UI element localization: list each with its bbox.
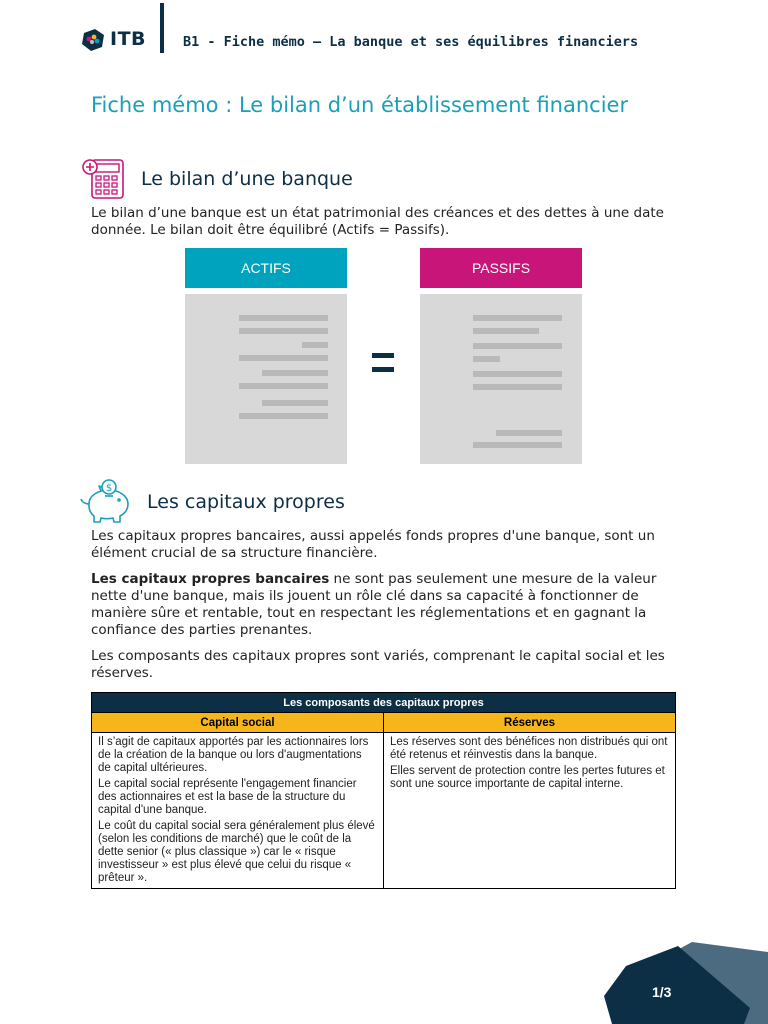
actifs-header bbox=[185, 248, 347, 288]
section-capitaux-heading bbox=[79, 478, 345, 526]
section-bilan-heading bbox=[81, 156, 353, 202]
capitaux-components-table bbox=[91, 692, 676, 889]
capitaux-paragraph-2 bbox=[91, 571, 681, 639]
table-header-capital-social: Capital social bbox=[92, 713, 384, 733]
header-title: B1 - Fiche mémo – La banque et ses équilibres financiers bbox=[183, 34, 639, 50]
table-title: Les composants des capitaux propres bbox=[92, 693, 676, 713]
page-header bbox=[0, 0, 768, 70]
table-title-row bbox=[92, 693, 676, 713]
section-capitaux-title: Les capitaux propres bbox=[147, 491, 345, 513]
bilan-paragraph: Le bilan d’une banque est un état patrimonial des créances et des dettes à une date donnée. Le bilan doit être équilibré (Actifs = Passifs). bbox=[91, 205, 664, 238]
header-divider bbox=[160, 3, 164, 53]
capitaux-paragraph-3: Les composants des capitaux propres sont variés, comprenant le capital social et les réserves. bbox=[91, 648, 665, 681]
footer-decoration bbox=[600, 938, 768, 1024]
page-number: 1/3 bbox=[652, 984, 672, 1000]
capital-social-text-3: Le coût du capital social sera généralement plus élevé (selon les conditions de marché) que le coût de la dette senior (« plus classique ») car le « risque investisseur » est plus élevé que celui du risque « prêteur ». bbox=[98, 820, 375, 884]
equals-sign-bottom bbox=[372, 367, 394, 372]
passifs-header bbox=[420, 248, 582, 288]
svg-text:$: $ bbox=[105, 483, 113, 494]
passifs-column bbox=[420, 294, 582, 464]
capital-social-text-1: Il s’agit de capitaux apportés par les actionnaires lors de la création de la banque ou lors d'augmentations de capital ultérieures. bbox=[98, 736, 369, 774]
equals-sign-top bbox=[372, 353, 394, 358]
table-header-row bbox=[92, 713, 676, 733]
passifs-label: PASSIFS bbox=[471, 260, 531, 276]
capital-social-text-2: Le capital social représente l'engagement financier des actionnaires et est la base de la structure du capital d'une banque. bbox=[98, 778, 357, 816]
itb-logo-icon bbox=[80, 28, 106, 52]
actifs-label: ACTIFS bbox=[241, 260, 291, 276]
reserves-text-1: Les réserves sont des bénéfices non distribués qui ont été retenus et réinvestis dans la banque. bbox=[390, 736, 668, 761]
capitaux-paragraph-1: Les capitaux propres bancaires, aussi appelés fonds propres d'une banque, sont un élément crucial de sa structure financière. bbox=[91, 528, 655, 561]
table-header-reserves: Réserves bbox=[384, 713, 676, 733]
table-row bbox=[92, 733, 676, 889]
section-bilan-title: Le bilan d’une banque bbox=[141, 168, 353, 190]
page-title: Fiche mémo : Le bilan d’un établissement financier bbox=[91, 93, 629, 117]
actifs-column bbox=[185, 294, 347, 464]
reserves-cell bbox=[384, 733, 676, 889]
reserves-text-2: Elles servent de protection contre les pertes futures et sont une source importante de capital interne. bbox=[390, 765, 665, 790]
itb-logo-text: ITB bbox=[110, 28, 147, 50]
capital-social-cell bbox=[92, 733, 384, 889]
capitaux-paragraph-2-bold: Les capitaux propres bancaires bbox=[91, 571, 330, 587]
capitaux-paragraph-2-rest: ne sont pas seulement une mesure de la valeur nette d'une banque, mais ils jouent un rôle clé dans sa capacité à fonctionner de manière sûre et rentable, tout en respectant les réglementations et en gagnant la confiance des parties prenantes. bbox=[91, 571, 657, 638]
calculator-icon bbox=[81, 156, 127, 202]
piggy-bank-icon bbox=[79, 478, 133, 526]
